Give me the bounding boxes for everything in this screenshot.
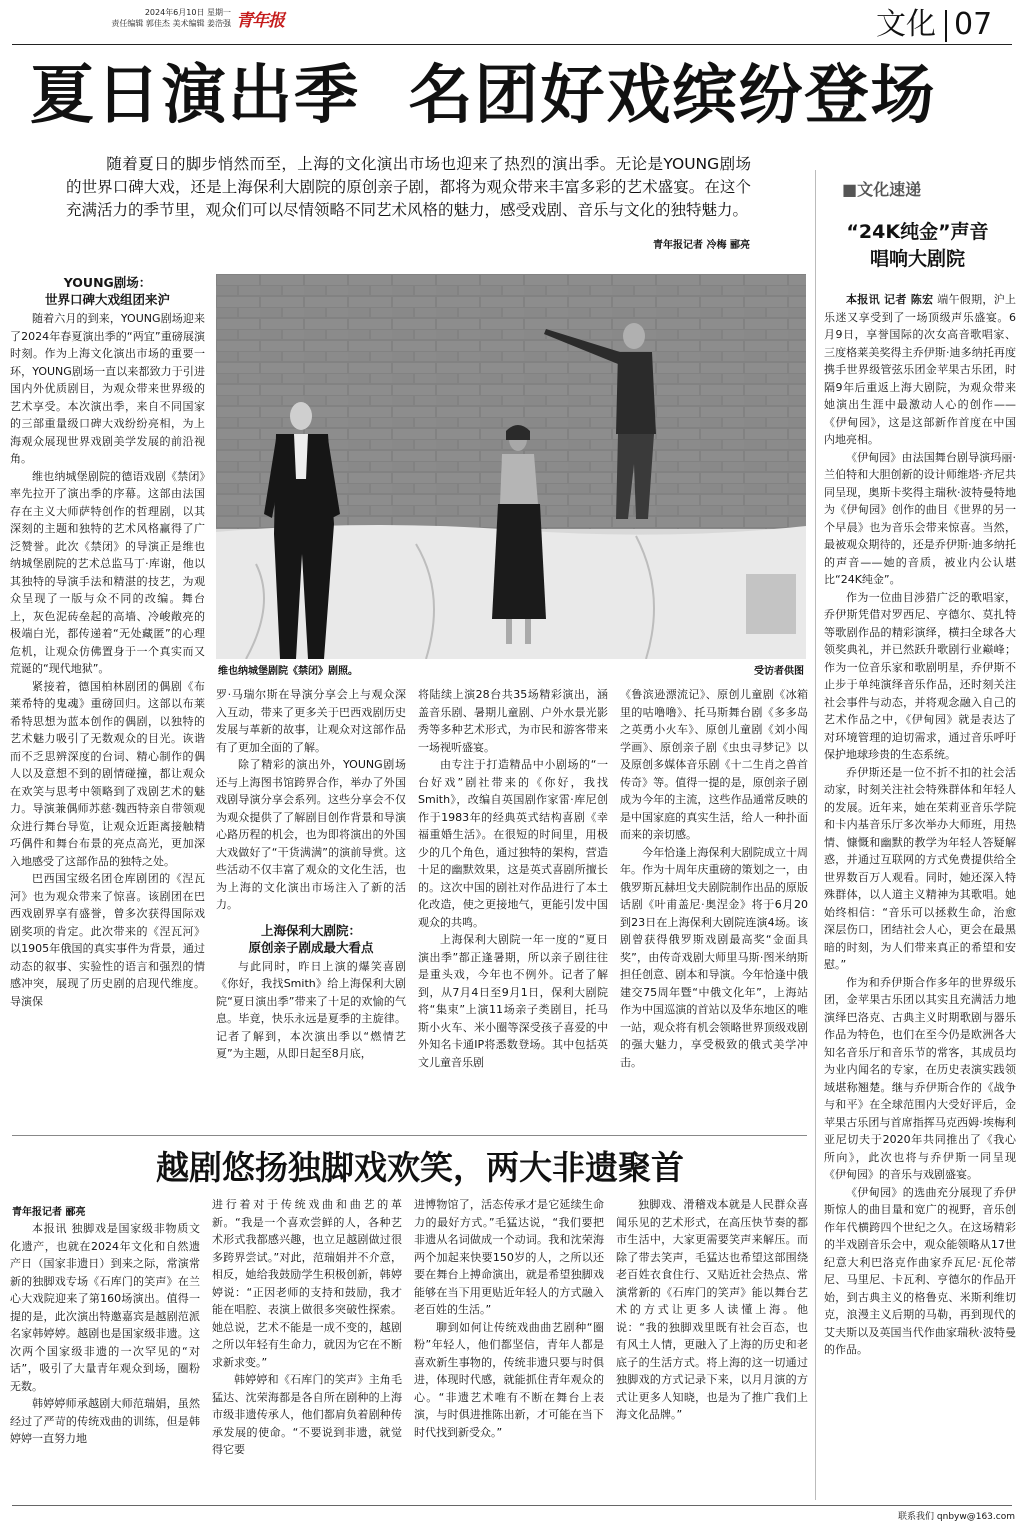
sidebar-divider	[815, 170, 816, 1500]
sidebar-paragraph: 乔伊斯还是一位不折不扣的社会活动家，时刻关注社会特殊群体和年轻人的发展。近年来，她在茱莉亚音乐学院和卡内基音乐厅多次举办大师班，用热情、慷慨和幽默的教学为年轻人答疑解惑，并通过互联网的方式免费提供给全世界数百万人观看。同时，她还深入特殊群体，以人道主义精神为其歌唱。她始终相信：“音乐可以拯救生命，治愈深层伤口，团结社会人心，更会在最黑暗的时刻，为人们带来真正的希望和安慰。”	[824, 765, 1016, 971]
editors-line: 责任编辑 郭佳杰 美术编辑 姜浩强	[111, 19, 231, 28]
sidebar-paragraph: 端午假期，沪上乐迷又享受到了一场顶级声乐盛宴。6月9日，享誉国际的次女高音歌唱家、三度格莱美奖得主乔伊斯·迪多纳托再度携手世界级管弦乐团金苹果古乐团，时隔9年后重返上海大剧院，为观众带来她演出生涯中最激动人心的创作——《伊甸园》，这是这部新作首度在中国内地亮相。	[824, 293, 1016, 446]
sidebar-paragraph: 《伊甸园》的选曲充分展现了乔伊斯惊人的曲目量和宽广的视野，音乐创作年代横跨四个世纪之久。在这场精彩的半戏剧音乐会中，观众能领略从17世纪意大利巴洛克作曲家乔瓦尼·瓦伦蒂尼、马里尼、卡瓦利、亨德尔的作品开始，到古典主义的格鲁克、米斯利维切克，浪漫主义后期的马勒，再到现代的艾夫斯以及英国当代作曲家瑞秋·波特曼的作品。	[824, 1185, 1016, 1356]
article1-col3	[418, 686, 608, 1126]
article-divider	[12, 1135, 807, 1136]
lead-byline: 青年报记者 冷梅 郦亮	[653, 240, 750, 251]
article2-paragraph: 韩婷婷和《石库门的笑声》主角毛猛达、沈荣海都是各自所在剧种的上海市级非遗传承人，他们都肩负着剧种传承发展的使命。“不要说到非遗，就觉得它要	[212, 1373, 402, 1456]
article2-paragraph: 独脚戏、滑稽戏本就是人民群众喜闻乐见的艺术形式，在高压快节奏的都市生活中，大家更需要笑声来解压。而除了带去笑声，毛猛达也希望这部围绕老百姓衣食住行、又贴近社会热点、常演常新的《石库门的笑声》能以舞台艺术的方式让更多人读懂上海。他说：“我的独脚戏里既有社会百态，也有风土人情，更融入了上海的历史和老底子的生活方式。将上海的这一切通过独脚戏的方式记录下来，以月月演的方式让更多人知晓，也是为了推广我们上海文化品牌。”	[616, 1198, 808, 1421]
article2-col2	[212, 1196, 402, 1501]
article1-col1	[10, 272, 205, 1127]
article1-subhead-line1: YOUNG剧场：	[63, 275, 152, 290]
article2-paragraph: 聊到如何让传统戏曲曲艺剧种“圈粉”年轻人，他们都坚信，青年人都是喜欢新生事物的，传统非遗只要与时俱进，体现时代感，就能抓住青年观众的心。“非遗艺术唯有不断在舞台上表演，与时俱进推陈出新，才可能在当下时代找到新受众。”	[414, 1320, 604, 1439]
article2-headline: 越剧悠扬独脚戏欢笑，两大非遗聚首	[156, 1148, 684, 1187]
article1-col2	[216, 686, 406, 1126]
article1-col4	[620, 686, 808, 1126]
article2-col3	[414, 1196, 604, 1501]
footer-rule	[12, 1505, 1012, 1506]
section-divider	[945, 10, 947, 42]
article2-paragraph: 韩婷婷师承越剧大师范瑞娟，虽然经过了严苛的传统戏曲的训练，但是韩婷婷一直努力地	[10, 1397, 200, 1445]
lead-paragraph: 随着夏日的脚步悄然而至，上海的文化演出市场也迎来了热烈的演出季。无论是YOUNG剧场的世界口碑大戏，还是上海保利大剧院的原创亲子剧，都将为观众带来丰富多彩的艺术盛宴。在这个充满活力的季节里，观众们可以尽情领略不同艺术风格的魅力，感受戏剧、音乐与文化的独特魅力。	[66, 155, 751, 219]
article1-paragraph: 除了精彩的演出外，YOUNG剧场还与上海图书馆跨界合作，举办了外国戏剧导演分享会系列。这些分享会不仅为观众提供了了解剧目创作背景和导演心路历程的机会，也为即将演出的外国大戏做好了“干货满满”的演前导赏。这些活动不仅丰富了观众的文化生活，也为上海的文化演出市场注入了新的活力。	[216, 758, 406, 911]
photo-caption: 维也纳城堡剧院《禁闭》剧照。	[218, 666, 358, 677]
article1-paragraph: 罗·马瑞尔斯在导演分享会上与观众深入互动，带来了更多关于巴西戏剧历史发展与革新的故事，让观众对这部作品有了更加全面的了解。	[216, 688, 406, 754]
article2-paragraph: 本报讯 独脚戏是国家级非物质文化遗产，也就在2024年文化和自然遗产日（国家非遗日）到来之际，常演常新的独脚戏专场《石库门的笑声》在兰心大戏院迎来了第160场演出。值得一提的是，此次演出特邀嘉宾是越剧范派名家韩婷婷。越剧也是国家级非遗。这次两个国家级非遗的一次罕见的“对话”，吸引了大量青年观众到场，圈粉无数。	[10, 1222, 200, 1393]
sidebar-paragraph: 作为和乔伊斯合作多年的世界级乐团，金苹果古乐团以其实且充满活力地演绎巴洛克、古典主义时期歌剧与器乐作品为特色，也们在至今仍是欧洲各大知名音乐厅和音乐节的常客，其成员均为业内闻名的专家，在历史表演实践领域堪称翘楚。继与乔伊斯合作的《战争与和平》在全球范围内大受好评后，金苹果古乐团与首席指挥马克西姆·埃梅利亚尼切夫于2020年共同推出了《我心所向》，此次也将与乔伊斯一同呈现《伊甸园》的音乐与戏剧盛宴。	[824, 975, 1016, 1181]
sidebar-title-line2: 唱响大剧院	[869, 248, 965, 270]
main-headline: 夏日演出季 名团好戏缤纷登场	[30, 59, 937, 133]
article1-subhead2-line1: 上海保利大剧院：	[260, 922, 361, 938]
article2-col4	[616, 1196, 808, 1501]
article1-paragraph: 紧接着，德国柏林剧团的偶剧《布莱希特的鬼魂》重磅回归。这部以布莱希特思想为蓝本创作的偶剧，以独特的艺术魅力吸引了无数观众的目光。诙谐而不乏思辨深度的台词、精心制作的偶人以及意想不到的剧情碰撞，都让观众在欢笑与思考中领略到了戏剧艺术的魅力。导演兼偶师苏慈·魏西特亲自带领观众进行舞台导览，让观众近距离接触精巧偶件和舞台布景的亮点高光，更加深入地感受了这部作品的独特之处。	[10, 679, 205, 868]
article1-paragraph: 由专注于打造精品中小剧场的“一台好戏”剧社带来的《你好，我找Smith》，改编自英国剧作家雷·库尼创作于1983年的经典英式结构喜剧《幸福重婚生活》。在很短的时间里，用极少的几个角色，通过独特的架构，营造十足的幽默效果，这是英式喜剧所擅长的。这次中国的剧社对作品进行了本土化改造，使之更接地气，更能引发中国观众的共鸣。	[418, 758, 608, 929]
article1-paragraph: 将陆续上演28台共35场精彩演出，涵盖音乐剧、暑期儿童剧、户外水景光影秀等多种艺术形式，为市民和游客带来一场视听盛宴。	[418, 688, 608, 754]
page-number: 07	[954, 7, 993, 42]
stage-photo-image	[216, 274, 806, 659]
article2-col1	[10, 1220, 200, 1502]
article1-paragraph: 维也纳城堡剧院的德语戏剧《禁闭》率先拉开了演出季的序幕。这部由法国存在主义大师萨特创作的哲理剧，以其深刻的主题和独特的艺术风格赢得了广泛赞誉。此次《禁闭》的导演正是维也纳城堡剧院的艺术总监马丁·库谢，他以其独特的导演手法和精湛的技艺，为观众呈现了一版与众不同的改编。舞台上，灰色泥砖垒起的高墙、冷峻敞亮的极端白光，都传递着“无处藏匿”的心理危机，让观众仿佛置身于一个真实而又荒诞的“现代地狱”。	[10, 469, 205, 675]
article1-paragraph: 与此同时，昨日上演的爆笑喜剧《你好，我找Smith》给上海保利大剧院“夏日演出季”带来了十足的欢愉的气息。毕竟，快乐永远是夏季的主旋律。记者了解到，本次演出季以“燃情艺夏”为主题，从即日起至8月底，	[216, 959, 406, 1060]
section-label: 文化	[876, 7, 936, 42]
sidebar-title-line1: “24K纯金”声音	[846, 221, 989, 243]
sidebar-paragraph: 作为一位曲目涉猎广泛的歌唱家，乔伊斯凭借对罗西尼、亨德尔、莫扎特等歌剧作品的精彩演绎，横扫全球各大领奖典礼，并已然跃升歌剧行业巅峰；作为一位音乐家和歌剧明星，乔伊斯不止步于单纯演绎音乐作品，还时刻关注社会事件与动态，并将观念融入自己的艺术作品之中，《伊甸园》就是表达了对环境管理的迫切需求，通过音乐呼吁保护地球珍贵的生态系统。	[824, 590, 1016, 761]
sidebar-body	[824, 291, 1016, 1491]
article1-subhead-line2: 世界口碑大戏组团来沪	[44, 292, 170, 307]
photo-credit: 受访者供图	[754, 666, 804, 677]
article1-paragraph: 上海保利大剧院一年一度的“夏日演出季”都正逢暑期，所以亲子剧往往是重头戏，今年也不例外。记者了解到，从7月4日至9月1日，保利大剧院将“集束”上演11场亲子类剧目，托马斯小火车、米小圈等深受孩子喜爱的中外知名卡通IP将悉数登场。其中包括英文儿童音乐剧	[418, 933, 608, 1069]
sidebar-paragraph: 《伊甸园》由法国舞台剧导演玛丽·兰伯特和大胆创新的设计师维塔·齐尼共同呈现，奥斯卡奖得主瑞秋·波特曼特地为《伊甸园》创作的曲目《世界的另一个早晨》也为音乐会带来惊喜。当然，最被观众期待的，还是乔伊斯·迪多纳托的声音——她的音质，被业内公认堪比“24K纯金”。	[824, 450, 1016, 586]
article1-paragraph: 巴西国宝级名团仓库剧团的《涅瓦河》也为观众带来了惊喜。该剧团在巴西戏剧界享有盛誉，曾多次获得国际戏剧奖项的肯定。此次带来的《涅瓦河》以1905年俄国的真实事件为背景，通过动态的叙事、实验性的语言和强烈的情感冲突，展现了历史剧的启现代维度。导演保	[10, 872, 205, 1008]
article1-subhead2-line2: 原创亲子剧成最大看点	[248, 939, 374, 955]
article2-paragraph: 进行着对于传统戏曲和曲艺的革新。“我是一个喜欢尝鲜的人，各种艺术形式我都感兴趣，也立足越剧做过很多跨界尝试。”对此，范瑞娟并不介意，相反，她给我鼓励学生积极创新，韩婷婷说：“正因老师的支持和鼓励，我才能在唱腔、表演上做很多突破性探索。她总说，艺术不能是一成不变的，越剧之所以年轻有生命力，就因为它在不断求新求变。”	[212, 1198, 402, 1369]
article1-paragraph: 随着六月的到来，YOUNG剧场迎来了2024年春夏演出季的“两宜”重磅展演时刻。作为上海文化演出市场的重要一环，YOUNG剧场一直以来都致力于引进国内外优质剧目，为观众带来世界级的艺术享受。本次演出季，来自不同国家的三部重量级口碑大戏纷纷亮相，为上海观众展现世界戏剧美学发展的前沿视角。	[10, 312, 205, 465]
sidebar-byline: 本报讯 记者 陈宏	[846, 293, 934, 306]
footer-contact: 联系我们 qnbyw@163.com	[898, 1512, 1015, 1522]
stage-photo	[216, 274, 806, 659]
header-rule	[12, 44, 1012, 45]
article2-byline: 青年报记者 郦亮	[12, 1207, 86, 1218]
article1-paragraph: 今年恰逢上海保利大剧院成立十周年。作为十周年庆重磅的策划之一，由俄罗斯瓦赫坦戈夫剧院制作出品的原版话剧《叶甫盖尼·奥涅金》将于6月20到23日在上海保利大剧院连演4场。该剧曾获得俄罗斯戏剧最高奖“金面具奖”，由传奇戏剧大师里马斯·图米纳斯担任创意、剧本和导演。今年恰逢中俄建交75周年暨“中俄文化年”，上海站作为中国巡演的首站以及华东地区的唯一站，观众将有机会领略世界顶级戏剧的强大魅力，享受极致的俄式美学冲击。	[620, 845, 808, 1069]
date-line: 2024年6月10日 星期一	[144, 8, 231, 17]
article1-paragraph: 《鲁滨逊漂流记》、原创儿童剧《冰箱里的咕噜噜》、托马斯舞台剧《多多岛之英勇小火车》、原创儿童剧《刘小闯学画》、原创亲子剧《虫虫寻梦记》以及原创多媒体音乐剧《十二生肖之兽首传奇》等。值得一提的是，原创亲子剧成为今年的主流，这些作品通常反映的是中国家庭的真实生活，给人一种扑面而来的亲切感。	[620, 688, 808, 841]
masthead-logo: 青年报	[236, 11, 284, 31]
sidebar-section-label: ■文化速递	[842, 180, 922, 199]
article2-paragraph: 进博物馆了，活态传承才是它延续生命力的最好方式。”毛猛达说，“我们要把非遗从名词做成一个动词。我和沈荣海两个加起来快要150岁的人，之所以还要在舞台上搏命演出，就是希望独脚戏能够在当下用更贴近年轻人的方式融入老百姓的生活。”	[414, 1198, 604, 1316]
